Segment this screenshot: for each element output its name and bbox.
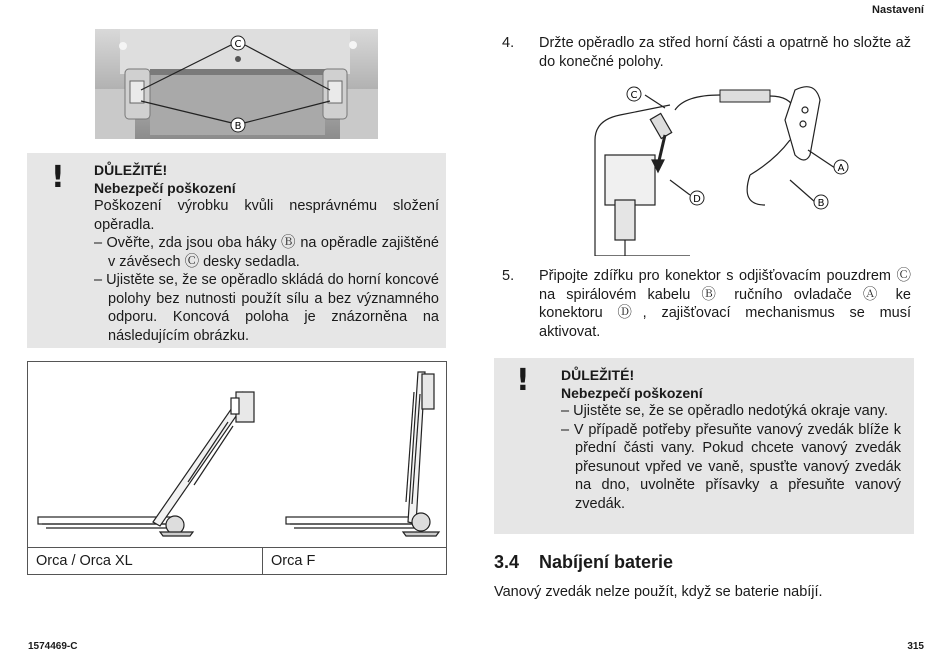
backrest-illustration: [28, 362, 446, 546]
page-number: 315: [907, 641, 924, 652]
notice-subtitle: Nebezpečí poškození: [561, 385, 703, 401]
important-notice-left: [27, 153, 446, 348]
section-body: Vanový zvedák nelze použít, když se baterie nabíjí.: [494, 584, 823, 600]
notice-subtitle: Nebezpečí poškození: [94, 180, 236, 196]
backrest-position-figure: [27, 361, 447, 575]
notice-title: DŮLEŽITÉ!: [94, 162, 168, 178]
notice-title: DŮLEŽITÉ!: [561, 367, 635, 383]
label-c: C: [630, 90, 638, 101]
connector-diagram: [590, 80, 860, 256]
notice-bullet: – V případě potřeby přesuňte vanový zvedák blíže k přední části vany. Pokud chcete vanový zvedák přesunout vpřed ve vaně, spusťte vanový zvedák na dno, uvolněte přísavky a přesuňte vanový zvedák.: [561, 421, 901, 512]
notice-bullet: – Ujistěte se, že se opěradlo nedotýká okraje vany.: [561, 403, 888, 419]
step-number: 5.: [502, 268, 515, 284]
header-title: Nastavení: [872, 4, 924, 16]
step-text: Připojte zdířku pro konektor s odjišťovacím pouzdrem Ⓒ na spirálovém kabelu Ⓑ ručního ovladače Ⓐ ke konektoru Ⓓ, zajišťovací mechanismus se musí aktivovat.: [539, 268, 911, 340]
notice-bullet: – Ujistěte se, že se opěradlo skládá do horní koncové polohy bez nutnosti použít sílu a bez významného odporu. Koncová poloha je znázorněna na následujícím obrázku.: [94, 272, 439, 344]
label-b: B: [817, 198, 825, 209]
step-number: 4.: [502, 35, 515, 51]
label-d: D: [693, 194, 701, 205]
step-text: Držte opěradlo za střed horní části a opatrně ho složte až do konečné polohy.: [539, 35, 911, 70]
notice-bullet: – Ověřte, zda jsou oba háky Ⓑ na opěradle zajištěné v závěsech Ⓒ desky sedadla.: [94, 235, 439, 270]
warning-icon: !: [51, 160, 65, 195]
section-number: 3.4: [494, 552, 520, 572]
section-heading: [494, 552, 673, 573]
notice-text: Poškození výrobku kvůli nesprávnému složení opěradla.: [94, 198, 439, 233]
doc-number: 1574469-C: [28, 641, 78, 652]
caption-orca-xl: Orca / Orca XL: [36, 553, 133, 569]
section-title: Nabíjení baterie: [539, 552, 674, 572]
label-b: B: [234, 121, 242, 132]
warning-icon: !: [516, 363, 530, 398]
label-c: C: [234, 39, 242, 50]
seat-hinge-photo: [95, 29, 378, 139]
caption-orca-f: Orca F: [271, 553, 316, 569]
label-a: A: [837, 163, 845, 174]
important-notice-right: [494, 358, 914, 534]
